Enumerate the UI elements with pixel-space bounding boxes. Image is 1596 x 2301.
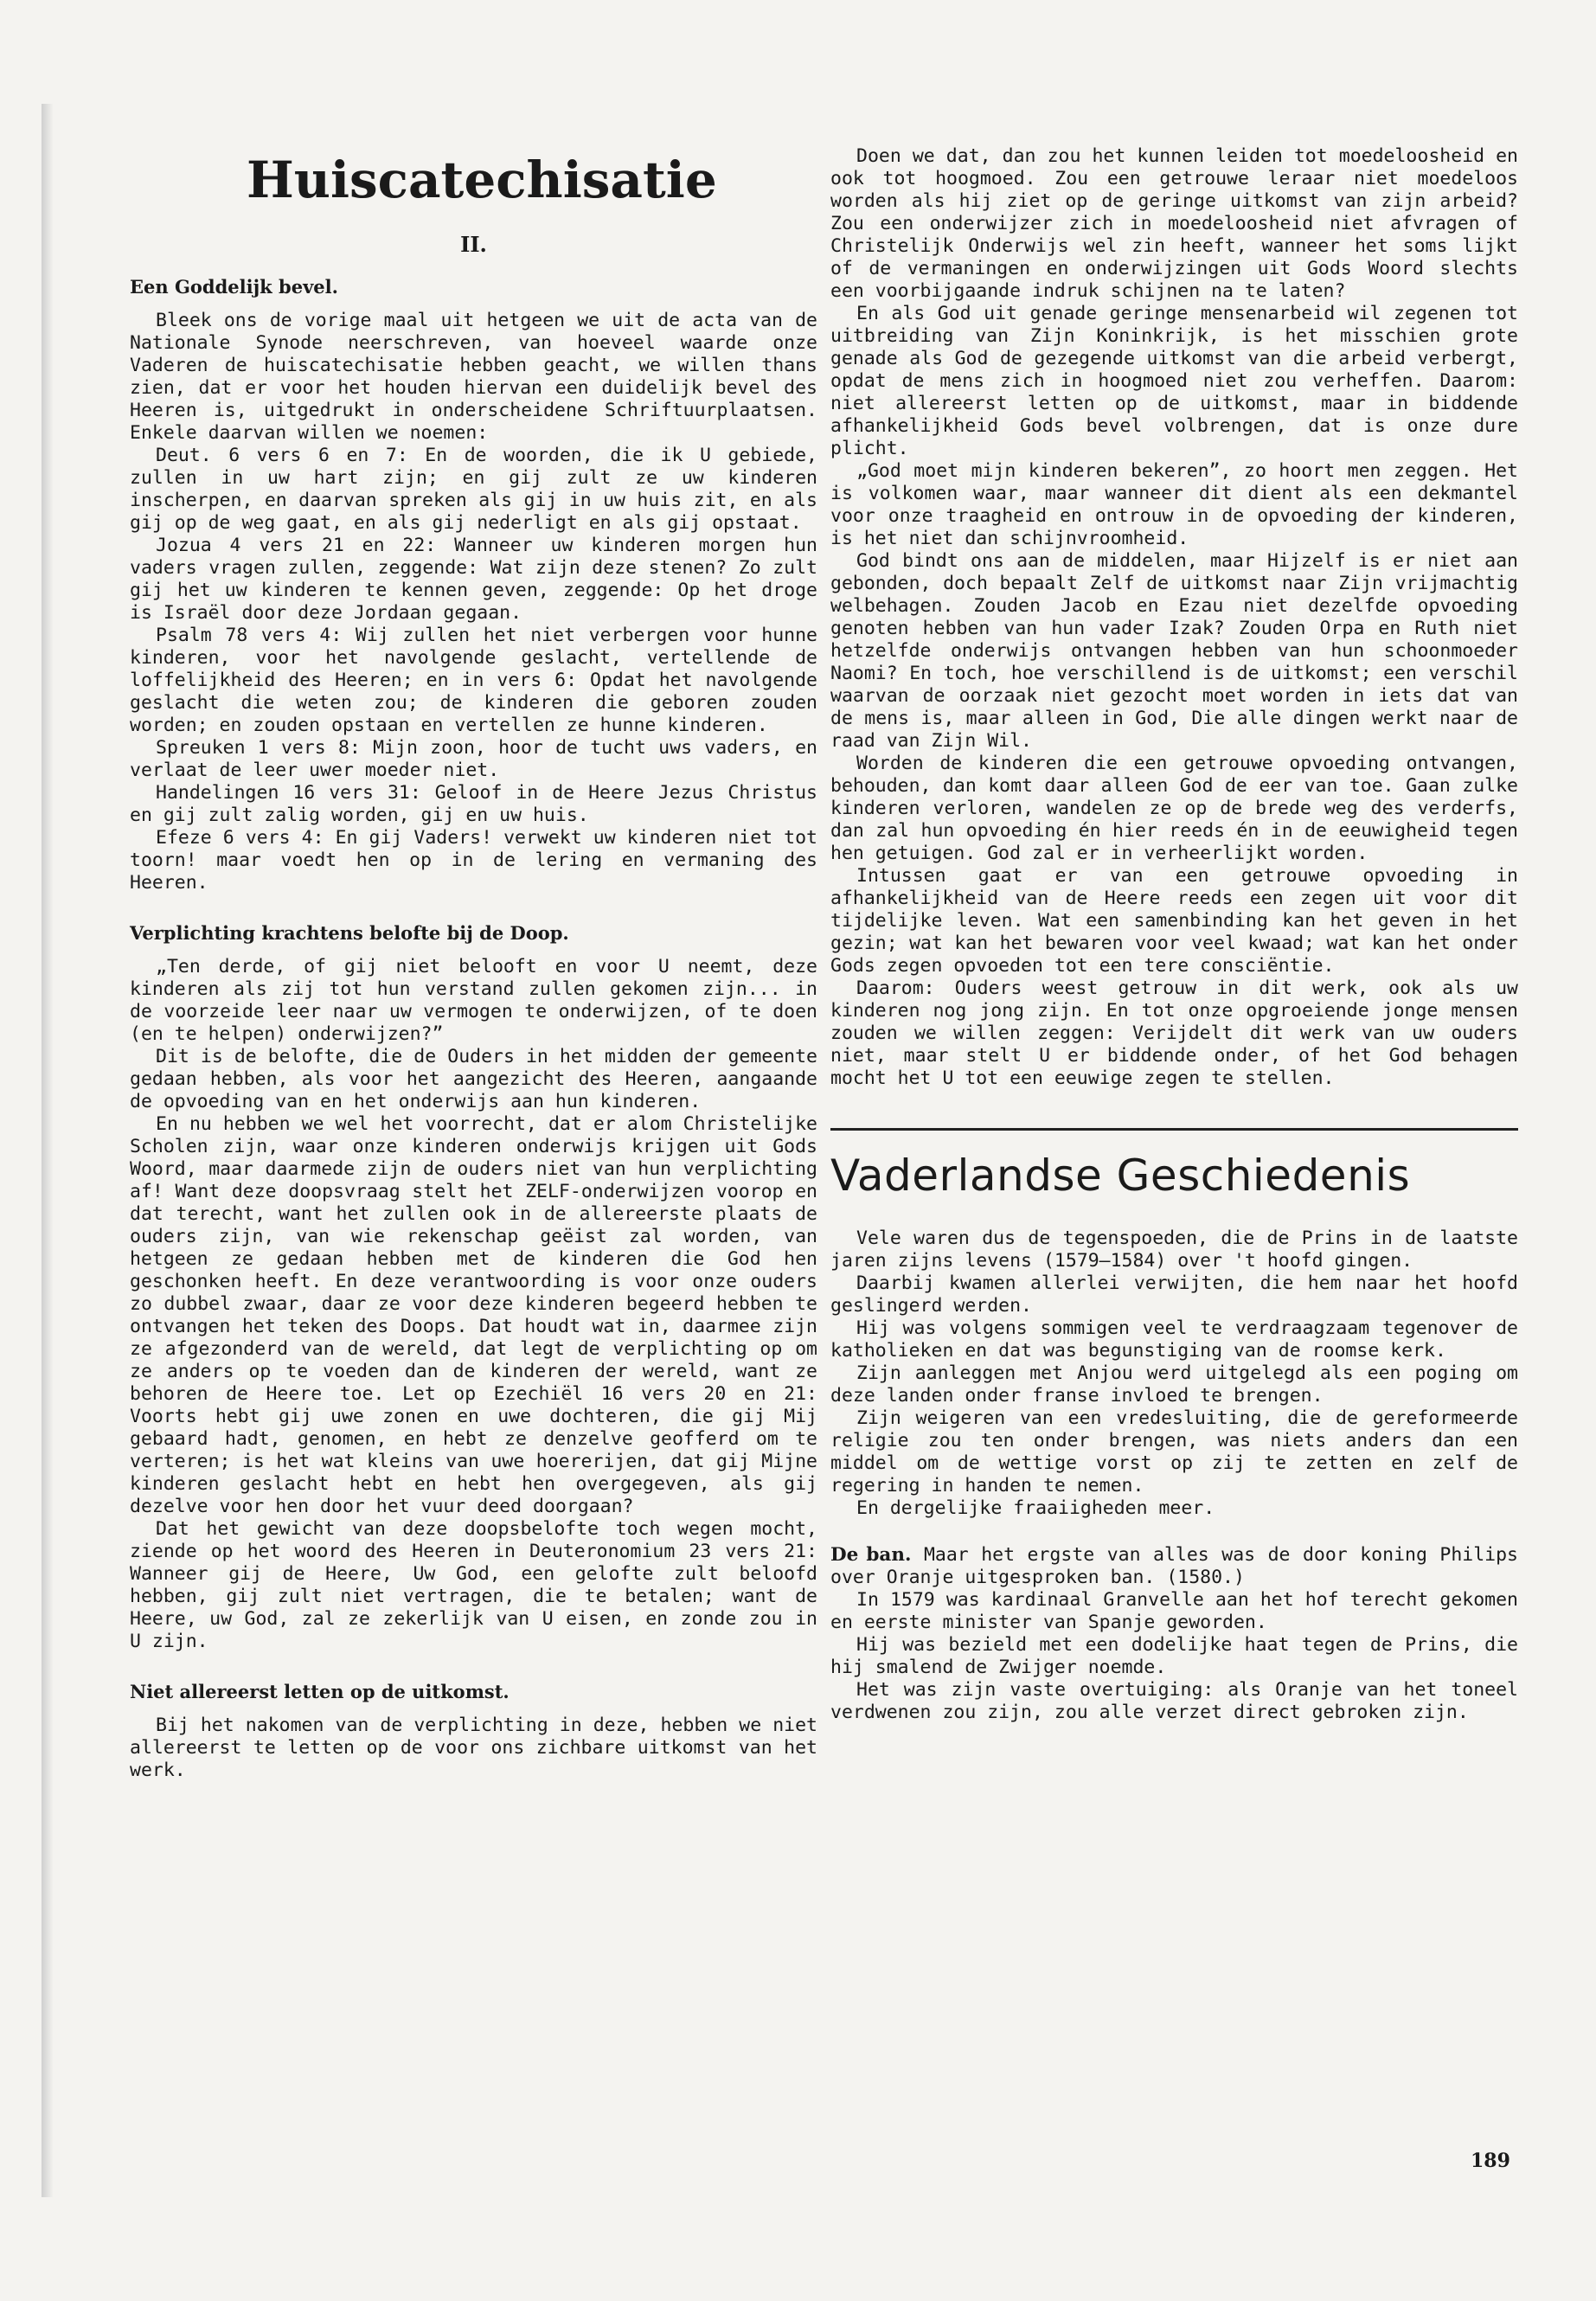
paragraph: En dergelijke fraaiigheden meer.	[856, 1497, 1215, 1519]
paragraph: Hij was bezield met een dodelijke haat tegen de Prins, die hij smalend de Zwijger noemde.	[830, 1634, 1518, 1678]
ban-text: Maar het ergste van alles was de door koning Philips over Oranje uitgesproken ban. (1580.)	[830, 1544, 1519, 1588]
paragraph: „Ten derde, of gij niet belooft en voor U neemt, deze kinderen als zij tot hun verstand zullen gekomen zijn... in de voorzeide leer naar uw vermogen te onderwijzen, of te doen (en te helpen) onderwijzen?”	[130, 956, 817, 1045]
paragraph: Vele waren dus de tegenspoeden, die de Prins in de laatste jaren zijns levens (1579—1584) over 't hoofd gingen.	[830, 1227, 1518, 1272]
paragraph: Hij was volgens sommigen veel te verdraagzaam tegenover de katholieken en dat was begunstiging van de roomse kerk.	[830, 1317, 1518, 1362]
paragraph-spacer	[830, 1520, 1518, 1544]
paragraph: Zijn weigeren van een vredesluiting, die de gereformeerde religie zou ten onder brengen, was niets anders dan een middel om de wettige vorst op zij te zetten en zelf de regering in handen te nemen.	[830, 1407, 1518, 1497]
paragraph: Intussen gaat er van een getrouwe opvoeding in afhankelijkheid van de Heere reeds een zegen uit voor dit tijdelijke leven. Wat een samenbinding kan het geven in het gezin; wat kan het bewaren voor veel kwaad; wat kan het onder Gods zegen opvoeden tot een tere consciëntie.	[830, 865, 1518, 977]
paragraph: Jozua 4 vers 21 en 22: Wanneer uw kinderen morgen hun vaders vragen zullen, zeggende: Wat zijn deze stenen? Zo zult gij het uw kinderen te kennen geven, zeggende: Op het droge is Israël door deze Jordaan gegaan.	[130, 535, 817, 624]
paragraph: Het was zijn vaste overtuiging: als Oranje van het toneel verdwenen zou zijn, zou alle verzet direct gebroken zijn.	[830, 1679, 1518, 1723]
paragraph: Psalm 78 vers 4: Wij zullen het niet verbergen voor hunne kinderen, voor het navolgende geslacht, vertellende de loffelijkheid des Heeren; en in vers 6: Opdat het navolgende geslacht die weten zou; de kinderen die geboren zouden worden; en zouden opstaan en vertellen ze hunne kinderen.	[130, 625, 817, 736]
section-heading-verplichting: Verplichting krachtens belofte bij de Doop.	[130, 922, 569, 944]
paragraph: Dat het gewicht van deze doopsbelofte toch wegen mocht, ziende op het woord des Heeren in Deuteronomium 23 vers 21: Wanneer gij de Heere, Uw God, een gelofte zult beloofd hebben, gij zult niet vertragen, die te betalen; want de Heere, uw God, zal ze zekerlijk van U eisen, en zonde zou in U zijn.	[130, 1518, 817, 1652]
section-heading-uitkomst: Niet allereerst letten op de uitkomst.	[130, 1681, 510, 1702]
paragraph: Bij het nakomen van de verplichting in deze, hebben we niet allereerst te letten op de voor ons zichbare uitkomst van het werk.	[130, 1715, 817, 1781]
left-column	[130, 145, 817, 1782]
page-number: 189	[1471, 2150, 1510, 2172]
paragraph-ban	[830, 1544, 1518, 1589]
paragraph: Handelingen 16 vers 31: Geloof in de Heere Jezus Christus en gij zult zalig worden, gij en uw huis.	[130, 782, 817, 826]
paragraph: Worden de kinderen die een getrouwe opvoeding ontvangen, behouden, dan komt daar alleen God de eer van toe. Gaan zulke kinderen verloren, wandelen ze op de brede weg des verderfs, dan zal hun opvoeding én hier reeds én in de eeuwigheid tegen hen getuigen. God zal er in verheerlijkt worden.	[830, 753, 1518, 864]
paragraph: In 1579 was kardinaal Granvelle aan het hof terecht gekomen en eerste minister van Spanje geworden.	[830, 1589, 1518, 1633]
paragraph: Daarbij kwamen allerlei verwijten, die hem naar het hoofd geslingerd werden.	[830, 1272, 1518, 1317]
article-title-huiscatechisatie: Huiscatechisatie	[247, 151, 717, 209]
paragraph: Daarom: Ouders weest getrouw in dit werk, ook als uw kinderen nog jong zijn. En tot onze opgroeiende jonge mensen zouden we willen zeggen: Verijdelt dit werk van uw ouders niet, maar stelt U er biddende onder, of het God behagen mocht het U tot een eeuwige zegen te stellen.	[830, 977, 1518, 1089]
paragraph: Efeze 6 vers 4: En gij Vaders! verwekt uw kinderen niet tot toorn! maar voedt hen op in de lering en vermaning des Heeren.	[130, 827, 817, 894]
paragraph: „God moet mijn kinderen bekeren”, zo hoort men zeggen. Het is volkomen waar, maar wanneer dit dient als een dekmantel voor onze traagheid en ontrouw in de opvoeding der kinderen, is het niet dan schijnvroomheid.	[830, 460, 1518, 549]
paragraph: En nu hebben we wel het voorrecht, dat er alom Christelijke Scholen zijn, waar onze kinderen onderwijs krijgen uit Gods Woord, maar daarmede zijn de ouders niet van hun verplichting af! Want deze doopsvraag stelt het ZELF-onderwijzen voorop en dat terecht, want het zullen ook in de allereerste plaats de ouders zijn, van wie rekenschap geëist zal worden, van hetgeen ze gedaan hebben met de kinderen die God hen geschonken heeft. En deze verantwoording is voor onze ouders zo dubbel zwaar, daar ze voor deze kinderen begeerd hebben te ontvangen het teken des Doops. Dat houdt wat in, daarmee zijn ze afgezonderd van de wereld, dat legt de verplichting op om ze anders op te voeden dan de kinderen der wereld, want ze behoren de Heere toe. Let op Ezechiël 16 vers 20 en 21: Voorts hebt gij uwe zonen en uwe dochteren, die gij Mij gebaard hadt, genomen, en hebt ze denzelve geofferd om te verteren; is het wat kleins van uwe hoererijen, dat gij Mijne kinderen geslacht hebt en hebt hen overgegeven, als gij dezelve voor hen door het vuur deed doorgaan?	[130, 1113, 817, 1517]
paragraph: Bleek ons de vorige maal uit hetgeen we uit de acta van de Nationale Synode neerschreven, van hoeveel waarde onze Vaderen de huiscatechisatie hebben geacht, we willen thans zien, dat er voor het houden hiervan een duidelijk bevel des Heeren is, uitgedrukt in onderscheidene Schriftuurplaatsen. Enkele daarvan willen we noemen:	[130, 310, 817, 444]
article-title-vaderlandse-geschiedenis: Vaderlandse Geschiedenis	[830, 1150, 1411, 1201]
page-edge-shadow	[42, 104, 54, 2197]
section-divider	[830, 1128, 1518, 1131]
section-heading-bevel: Een Goddelijk bevel.	[130, 276, 338, 298]
paragraph: Doen we dat, dan zou het kunnen leiden tot moedeloosheid en ook tot hoogmoed. Zou een getrouwe leraar niet moedeloos worden als hij ziet op de geringe uitkomst van zijn arbeid? Zou een onderwijzer zich in moedeloosheid niet afvragen of Christelijk Onderwijs wel zin heeft, wanneer het soms lijkt of de vermaningen en onderwijzingen uit Gods Woord slechts een voorbijgaande indruk schijnen na te laten?	[830, 145, 1518, 302]
paragraph: En als God uit genade geringe mensenarbeid wil zegenen tot uitbreiding van Zijn Koninkrijk, is het misschien grote genade als God de gezegende uitkomst van die arbeid verbergt, opdat de mens zich in hoogmoed niet zou verheffen. Daarom: niet allereerst letten op de uitkomst, maar in biddende afhankelijkheid Gods bevel volbrengen, dat is onze dure plicht.	[830, 303, 1518, 459]
paragraph: Spreuken 1 vers 8: Mijn zoon, hoor de tucht uws vaders, en verlaat de leer uwer moeder niet.	[130, 737, 817, 781]
paragraph: Deut. 6 vers 6 en 7: En de woorden, die ik U gebiede, zullen in uw hart zijn; en gij zult ze uw kinderen inscherpen, en daarvan spreken als gij in uw huis zit, en als gij op de weg gaat, en als gij nederligt en als gij opstaat.	[130, 445, 817, 534]
paragraph: God bindt ons aan de middelen, maar Hijzelf is er niet aan gebonden, doch bepaalt Zelf de uitkomst naar Zijn vrijmachtig welbehagen. Zouden Jacob en Ezau niet dezelfde opvoeding genoten hebben van hun vader Izak? Zouden Orpa en Ruth niet hetzelfde onderwijs ontvangen hebben van hun schoonmoeder Naomi? En toch, hoe verschillend is de uitkomst; een verschil waarvan de oorzaak niet gezocht moet worden in iets dat van de mens is, maar alleen in God, Die alle dingen werkt naar de raad van Zijn Wil.	[830, 550, 1518, 752]
paragraph: Dit is de belofte, die de Ouders in het midden der gemeente gedaan hebben, als voor het aangezicht des Heeren, aangaande de opvoeding van en het onderwijs aan hun kinderen.	[130, 1046, 817, 1112]
part-number: II.	[460, 232, 487, 257]
right-column	[830, 145, 1518, 1724]
paragraph: Zijn aanleggen met Anjou werd uitgelegd als een poging om deze landen onder franse invloed te brengen.	[830, 1362, 1518, 1407]
ban-lead: De ban.	[830, 1544, 912, 1566]
